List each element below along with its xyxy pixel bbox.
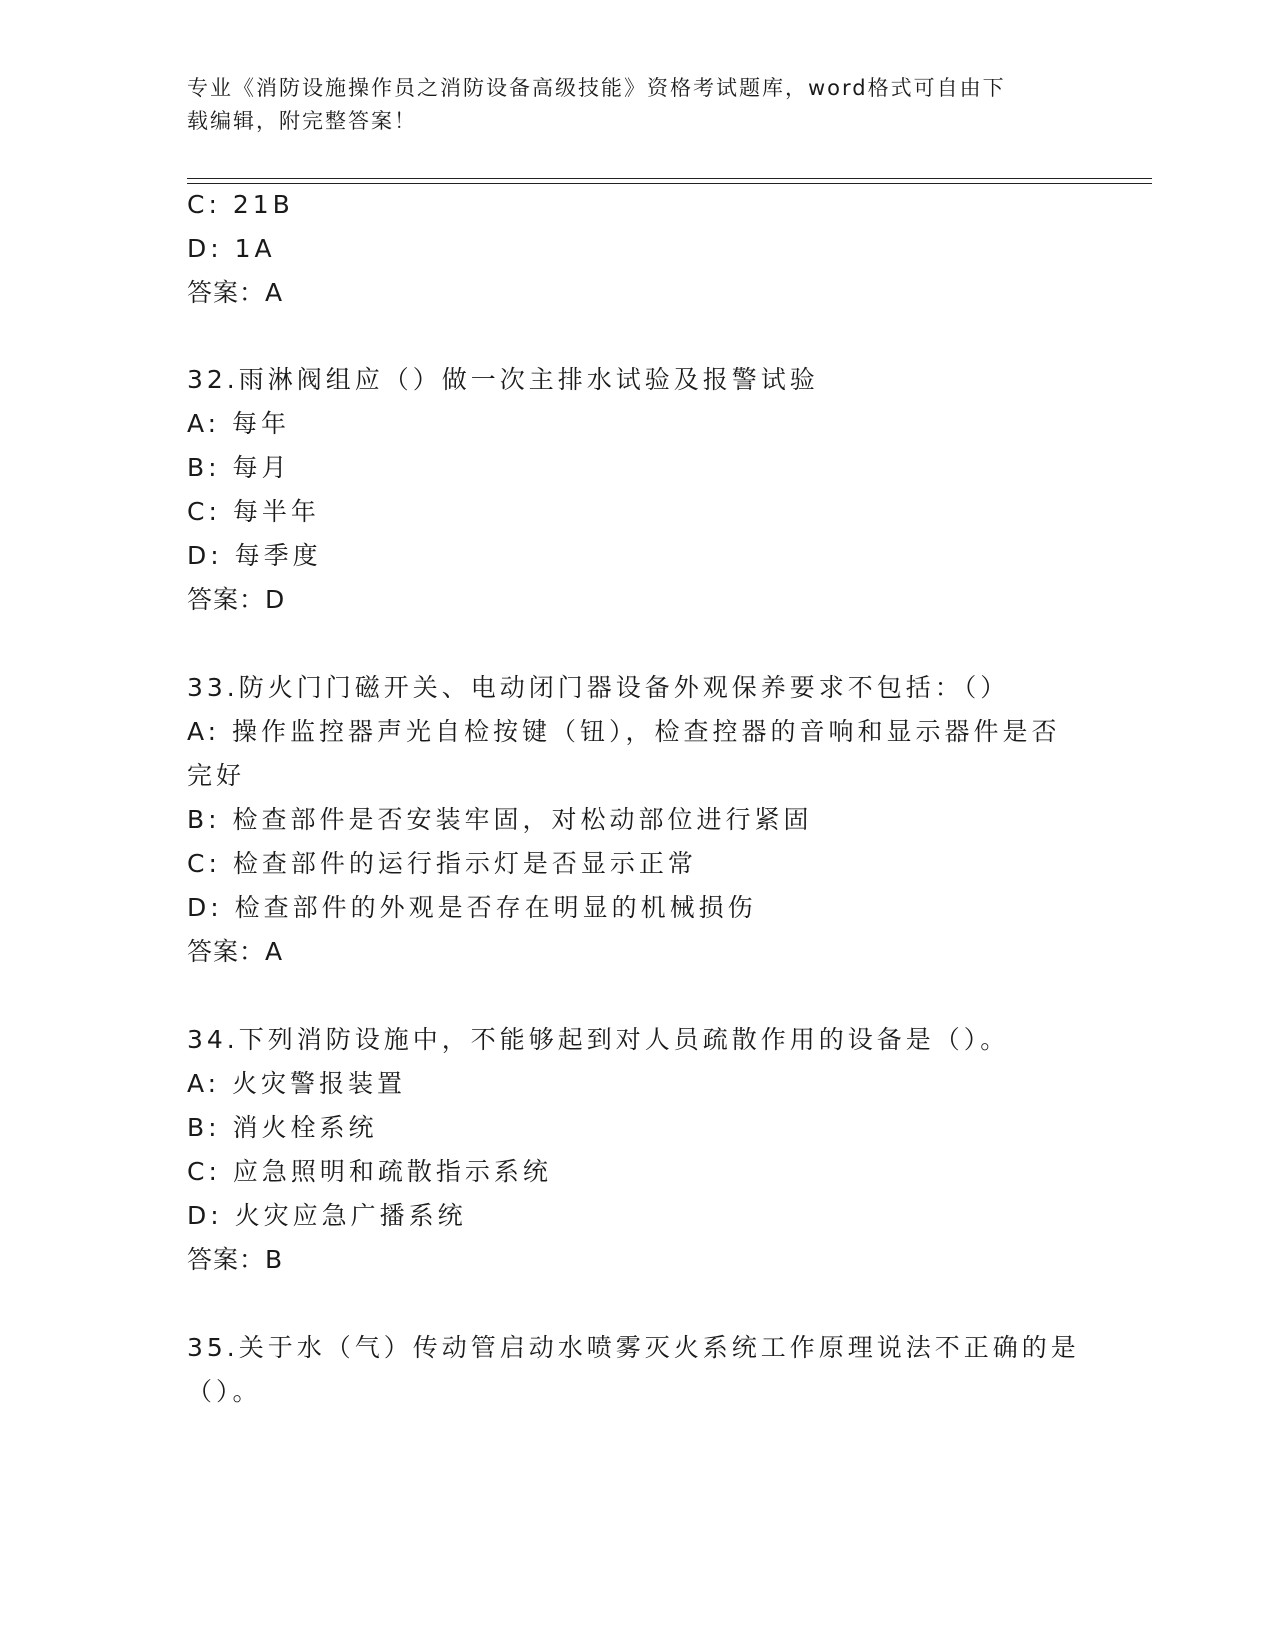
q33-option-b: B: 检查部件是否安装牢固，对松动部位进行紧固 [187,805,813,834]
q33-option-d: D: 检查部件的外观是否存在明显的机械损伤 [187,893,757,922]
header-line-1: 专业《消防设施操作员之消防设备高级技能》资格考试题库，word格式可自由下 [187,76,1006,100]
q32-answer: 答案：D [187,585,286,614]
q34-question: 34.下列消防设施中，不能够起到对人员疏散作用的设备是（）。 [187,1025,1010,1054]
document-header [187,72,1067,138]
header-divider-bottom [187,183,1152,184]
q32-question: 32.雨淋阀组应（）做一次主排水试验及报警试验 [187,365,819,394]
q34-option-a: A: 火灾警报装置 [187,1069,407,1098]
q35-question-line-2: （）。 [187,1377,262,1406]
q31-option-d: D: 1A [187,234,276,263]
q31-answer: 答案：A [187,278,284,307]
q33-option-c: C: 检查部件的运行指示灯是否显示正常 [187,849,697,878]
q33-answer: 答案：A [187,937,284,966]
q34-option-c: C: 应急照明和疏散指示系统 [187,1157,552,1186]
q33-question: 33.防火门门磁开关、电动闭门器设备外观保养要求不包括：（） [187,673,1010,702]
q32-option-a: A: 每年 [187,409,291,438]
q31-option-c: C: 21B [187,190,294,219]
header-line-2: 载编辑，附完整答案！ [187,109,417,133]
q34-option-b: B: 消火栓系统 [187,1113,378,1142]
q33-option-a-line-1: A: 操作监控器声光自检按键（钮），检查控器的音响和显示器件是否 [187,717,1061,746]
q34-answer: 答案：B [187,1245,284,1274]
q34-option-d: D: 火灾应急广播系统 [187,1201,467,1230]
q35-question-line-1: 35.关于水（气）传动管启动水喷雾灭火系统工作原理说法不正确的是 [187,1333,1080,1362]
q33-option-a-line-2: 完好 [187,761,246,790]
q32-option-d: D: 每季度 [187,541,322,570]
q32-option-b: B: 每月 [187,453,291,482]
header-divider-top [187,178,1152,179]
q32-option-c: C: 每半年 [187,497,320,526]
